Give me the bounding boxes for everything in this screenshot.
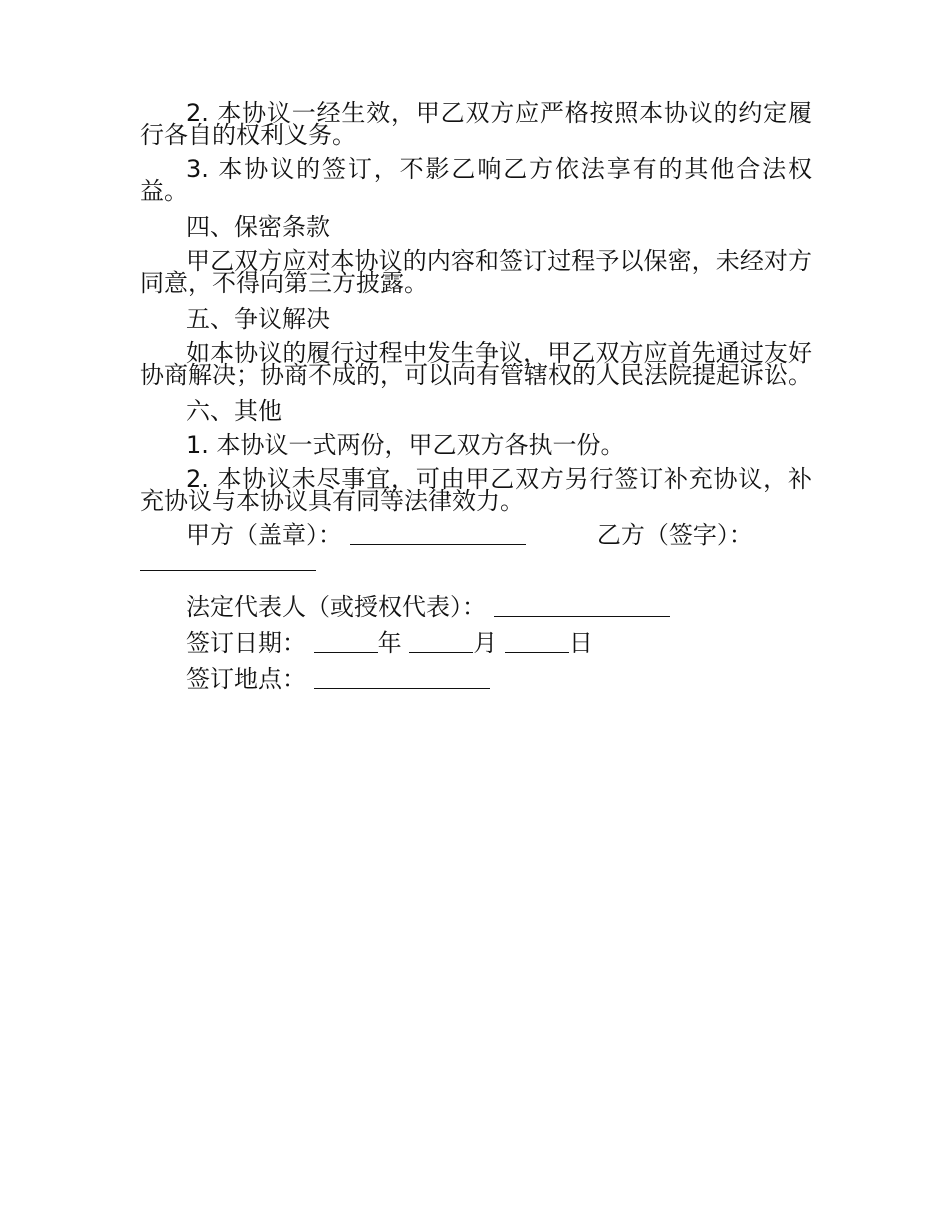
clause-paragraph: 甲乙双方应对本协议的内容和签订过程予以保密，未经对方同意，不得向第三方披露。: [140, 247, 812, 297]
day-label: 日: [568, 629, 593, 657]
clause-paragraph: 3. 本协议的签订，不影乙响乙方依法享有的其他合法权益。: [140, 155, 812, 205]
party-a-label: 甲方（盖章）：: [186, 521, 342, 549]
clause-paragraph: 1. 本协议一式两份，甲乙双方各执一份。: [186, 431, 625, 459]
month-label: 月: [473, 629, 498, 657]
month-blank: [409, 632, 473, 653]
party-b-blank-line: [140, 550, 812, 572]
representative-label: 法定代表人（或授权代表）：: [186, 593, 486, 621]
section-heading: 六、其他: [186, 397, 282, 425]
signing-place-line: [140, 665, 812, 693]
signature-parties-line: [140, 521, 812, 549]
year-blank: [314, 632, 378, 653]
year-label: 年: [377, 629, 402, 657]
representative-line: [140, 593, 812, 621]
date-label: 签订日期：: [186, 629, 306, 657]
clause-paragraph: 2. 本协议未尽事宜，可由甲乙双方另行签订补充协议，补充协议与本协议具有同等法律效力。: [140, 465, 812, 515]
section-heading: 四、保密条款: [186, 213, 330, 241]
party-b-label: 乙方（签字）：: [596, 521, 753, 549]
document-page: [140, 99, 812, 704]
signing-date-line: [140, 629, 812, 657]
day-blank: [505, 632, 569, 653]
party-a-blank: [350, 524, 526, 545]
clause-paragraph: 2. 本协议一经生效，甲乙双方应严格按照本协议的约定履行各自的权利义务。: [140, 99, 812, 149]
section-heading: 五、争议解决: [186, 305, 330, 333]
party-b-blank: [140, 550, 316, 571]
place-label: 签订地点：: [186, 665, 306, 693]
place-blank: [314, 668, 490, 689]
clause-paragraph: 如本协议的履行过程中发生争议，甲乙双方应首先通过友好协商解决；协商不成的，可以向有管辖权的人民法院提起诉讼。: [140, 339, 812, 389]
representative-blank: [494, 596, 670, 617]
